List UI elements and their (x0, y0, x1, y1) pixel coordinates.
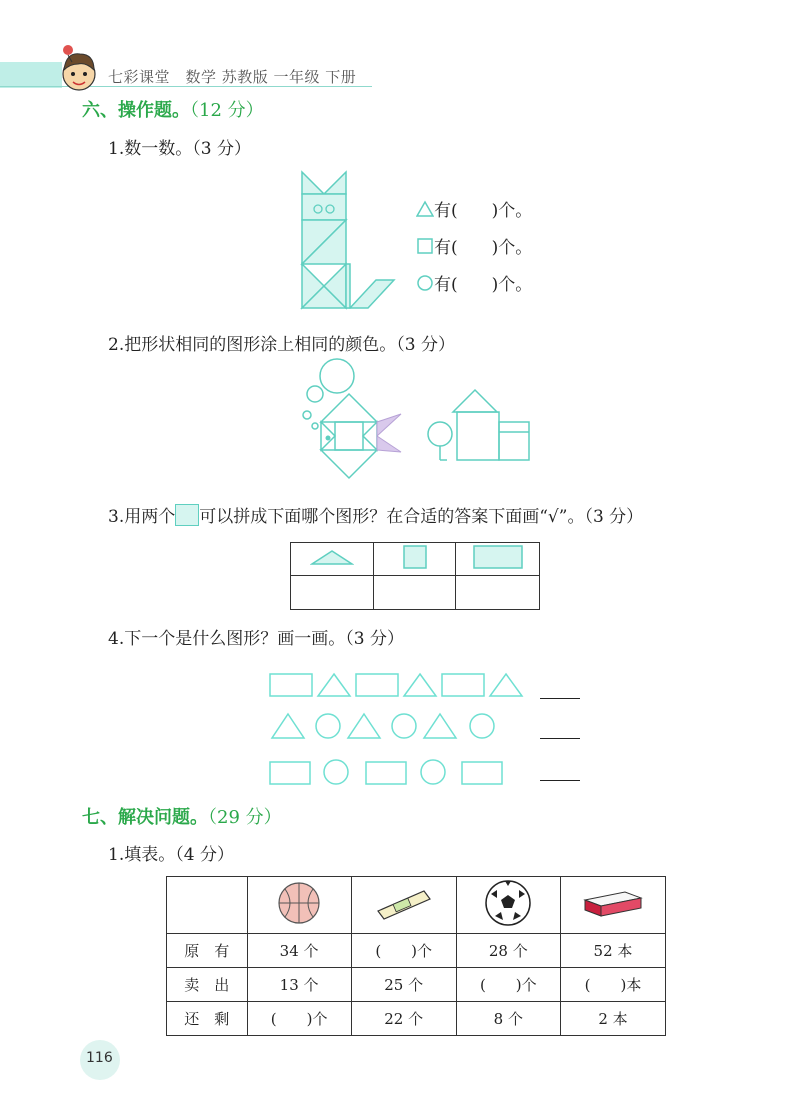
table-row (167, 968, 666, 1002)
section-6-heading (82, 96, 264, 122)
section-6-title: 六、操作题。 (82, 100, 190, 121)
tangram-cat-figure (298, 168, 418, 316)
table-cell: 34 个 (247, 934, 351, 968)
pattern-triangle (404, 674, 436, 696)
q6-3-title-part-b: 可以拼成下面哪个图形？在合适的答案下面画“√”。（3 分） (199, 507, 644, 527)
page-number: 116 (86, 1050, 113, 1066)
table-cell: 52 本 (560, 934, 665, 968)
table-cell: 8 个 (456, 1002, 560, 1036)
pattern-triangle (348, 714, 380, 738)
pattern-sequences (266, 668, 536, 788)
count-row-square (416, 233, 532, 258)
pattern-triangle (424, 714, 456, 738)
answer-line-3[interactable] (540, 780, 580, 781)
square-icon (416, 237, 434, 255)
row-label: 还 剩 (167, 1002, 248, 1036)
section-7-title: 七、解决问题。 (82, 807, 208, 828)
table-cell: 28 个 (456, 934, 560, 968)
book-icon (581, 886, 645, 920)
pattern-rect (270, 674, 312, 696)
option-triangle-cell (291, 543, 374, 576)
triangle-icon (416, 200, 434, 218)
option-rectangle-cell (456, 543, 540, 576)
q6-3-title-part-a: 3.用两个 (108, 507, 176, 527)
pattern-triangle (490, 674, 522, 696)
answer-line-2[interactable] (540, 738, 580, 739)
pattern-rect (270, 762, 310, 784)
circle-icon (416, 274, 434, 292)
column-pencil-box (351, 877, 456, 934)
header-band (0, 62, 62, 88)
pattern-rect (442, 674, 484, 696)
pencil-box-icon (372, 883, 436, 923)
q6-1-title: 1.数一数。（3 分） (108, 139, 251, 159)
count-label-triangle: 有( )个。 (434, 201, 533, 221)
header-title: 七彩课堂 数学 苏教版 一年级 下册 (108, 68, 357, 86)
option-square-cell (374, 543, 456, 576)
row-label: 卖 出 (167, 968, 248, 1002)
pattern-circle (392, 714, 416, 738)
q6-2-title: 2.把形状相同的图形涂上相同的颜色。（3 分） (108, 335, 455, 355)
count-row-circle (416, 270, 532, 295)
pattern-circle (421, 760, 445, 784)
section-6-points: （12 分） (190, 100, 264, 121)
answer-cell-3[interactable] (456, 576, 540, 610)
q6-4-title: 4.下一个是什么图形？画一画。（3 分） (108, 629, 404, 649)
answer-line-1[interactable] (540, 698, 580, 699)
section-7-heading (82, 803, 282, 829)
answer-grid (290, 542, 540, 610)
corner-cell (167, 877, 248, 934)
table-cell[interactable]: ( )个 (351, 934, 456, 968)
table-row (167, 934, 666, 968)
table-cell[interactable]: ( )本 (560, 968, 665, 1002)
count-label-circle: 有( )个。 (434, 275, 533, 295)
square-option-icon (402, 544, 428, 570)
table-cell[interactable]: ( )个 (456, 968, 560, 1002)
row-label: 原 有 (167, 934, 248, 968)
table-cell: 22 个 (351, 1002, 456, 1036)
square-tile-icon (175, 504, 199, 526)
section-7-points: （29 分） (208, 807, 282, 828)
pattern-triangle (272, 714, 304, 738)
pattern-circle (316, 714, 340, 738)
rectangle-option-icon (472, 544, 524, 570)
q6-3-title (108, 502, 643, 527)
pattern-rect (366, 762, 406, 784)
table-cell: 25 个 (351, 968, 456, 1002)
pattern-circle (324, 760, 348, 784)
column-basketball (247, 877, 351, 934)
column-soccer-ball (456, 877, 560, 934)
count-row-triangle (416, 196, 532, 221)
pattern-circle (470, 714, 494, 738)
fill-in-table (166, 876, 666, 1036)
q7-1-title: 1.填表。（4 分） (108, 845, 234, 865)
table-cell: 13 个 (247, 968, 351, 1002)
table-cell: 2 本 (560, 1002, 665, 1036)
fish-and-house-figure (295, 352, 535, 480)
column-book (560, 877, 665, 934)
mascot-icon (56, 42, 102, 98)
pattern-triangle (318, 674, 350, 696)
pattern-rect (356, 674, 398, 696)
basketball-icon (275, 880, 323, 926)
table-row (167, 1002, 666, 1036)
answer-cell-2[interactable] (374, 576, 456, 610)
soccer-ball-icon (483, 878, 533, 928)
count-label-square: 有( )个。 (434, 238, 533, 258)
table-cell[interactable]: ( )个 (247, 1002, 351, 1036)
pattern-rect (462, 762, 502, 784)
answer-cell-1[interactable] (291, 576, 374, 610)
flat-triangle-icon (310, 548, 354, 566)
